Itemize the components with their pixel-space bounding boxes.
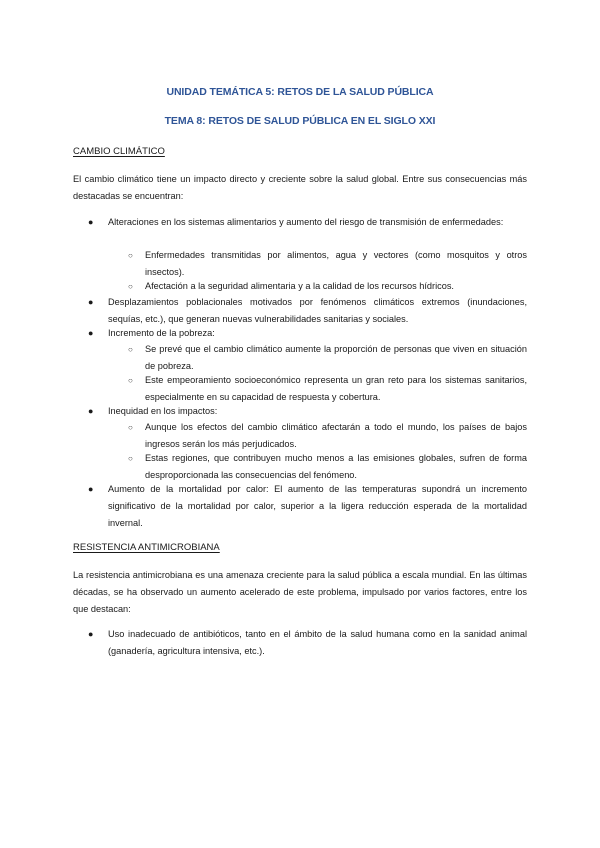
subbullet-icon: ○	[128, 376, 133, 385]
sub-list-item: Estas regiones, que contribuyen mucho menos a las emisiones globales, sufren de forma desproporcionada las consecuencias del fenómeno.	[145, 453, 527, 480]
sub-list-item: Este empeoramiento socioeconómico representa un gran reto para los sistemas sanitarios, especialmente en su capacidad de respuesta y cobertura.	[145, 375, 527, 402]
topic-title: TEMA 8: RETOS DE SALUD PÚBLICA EN EL SIGLO XXI	[164, 115, 436, 127]
list-item: Incremento de la pobreza:	[108, 328, 215, 338]
section-heading: RESISTENCIA ANTIMICROBIANA	[73, 542, 220, 553]
sub-list-item: Se prevé que el cambio climático aumente la proporción de personas que viven en situación de pobreza.	[145, 344, 527, 371]
subbullet-icon: ○	[128, 251, 133, 260]
list-item: Inequidad en los impactos:	[108, 406, 218, 416]
section-intro: El cambio climático tiene un impacto directo y creciente sobre la salud global. Entre sus consecuencias más destacadas se encuentran:	[73, 174, 527, 201]
subbullet-icon: ○	[128, 282, 133, 291]
bullet-icon: ●	[88, 484, 94, 494]
subbullet-icon: ○	[128, 423, 133, 432]
section-intro: La resistencia antimicrobiana es una amenaza creciente para la salud pública a escala mundial. En las últimas décadas, se ha observado un aumento acelerado de este problema, impulsado por varios factores, entre los que destacan:	[73, 570, 527, 614]
unit-title: UNIDAD TEMÁTICA 5: RETOS DE LA SALUD PÚBLICA	[166, 86, 434, 98]
bullet-icon: ●	[88, 297, 94, 307]
list-item: Desplazamientos poblacionales motivados por fenómenos climáticos extremos (inundaciones, sequías, etc.), que generan nuevas vulnerabilidades sanitarias y sociales.	[108, 297, 527, 324]
sub-list-item: Aunque los efectos del cambio climático afectarán a todo el mundo, los países de bajos ingresos serán los más perjudicados.	[145, 422, 527, 449]
sub-list-item: Afectación a la seguridad alimentaria y a la calidad de los recursos hídricos.	[145, 281, 454, 291]
sub-list-item: Enfermedades transmitidas por alimentos, agua y vectores (como mosquitos y otros insectos).	[145, 250, 527, 277]
list-item: Uso inadecuado de antibióticos, tanto en el ámbito de la salud humana como en la sanidad animal (ganadería, agricultura intensiva, etc.).	[108, 629, 527, 656]
list-item: Aumento de la mortalidad por calor: El aumento de las temperaturas supondrá un incremento significativo de la mortalidad por calor, superior a la ligera reducción esperada de la mortalidad invernal.	[108, 484, 527, 528]
bullet-icon: ●	[88, 328, 94, 338]
list-item: Alteraciones en los sistemas alimentarios y aumento del riesgo de transmisión de enfermedades:	[108, 217, 504, 227]
subbullet-icon: ○	[128, 454, 133, 463]
bullet-icon: ●	[88, 629, 94, 639]
bullet-icon: ●	[88, 217, 94, 227]
section-heading: CAMBIO CLIMÁTICO	[73, 146, 165, 157]
subbullet-icon: ○	[128, 345, 133, 354]
bullet-icon: ●	[88, 406, 94, 416]
